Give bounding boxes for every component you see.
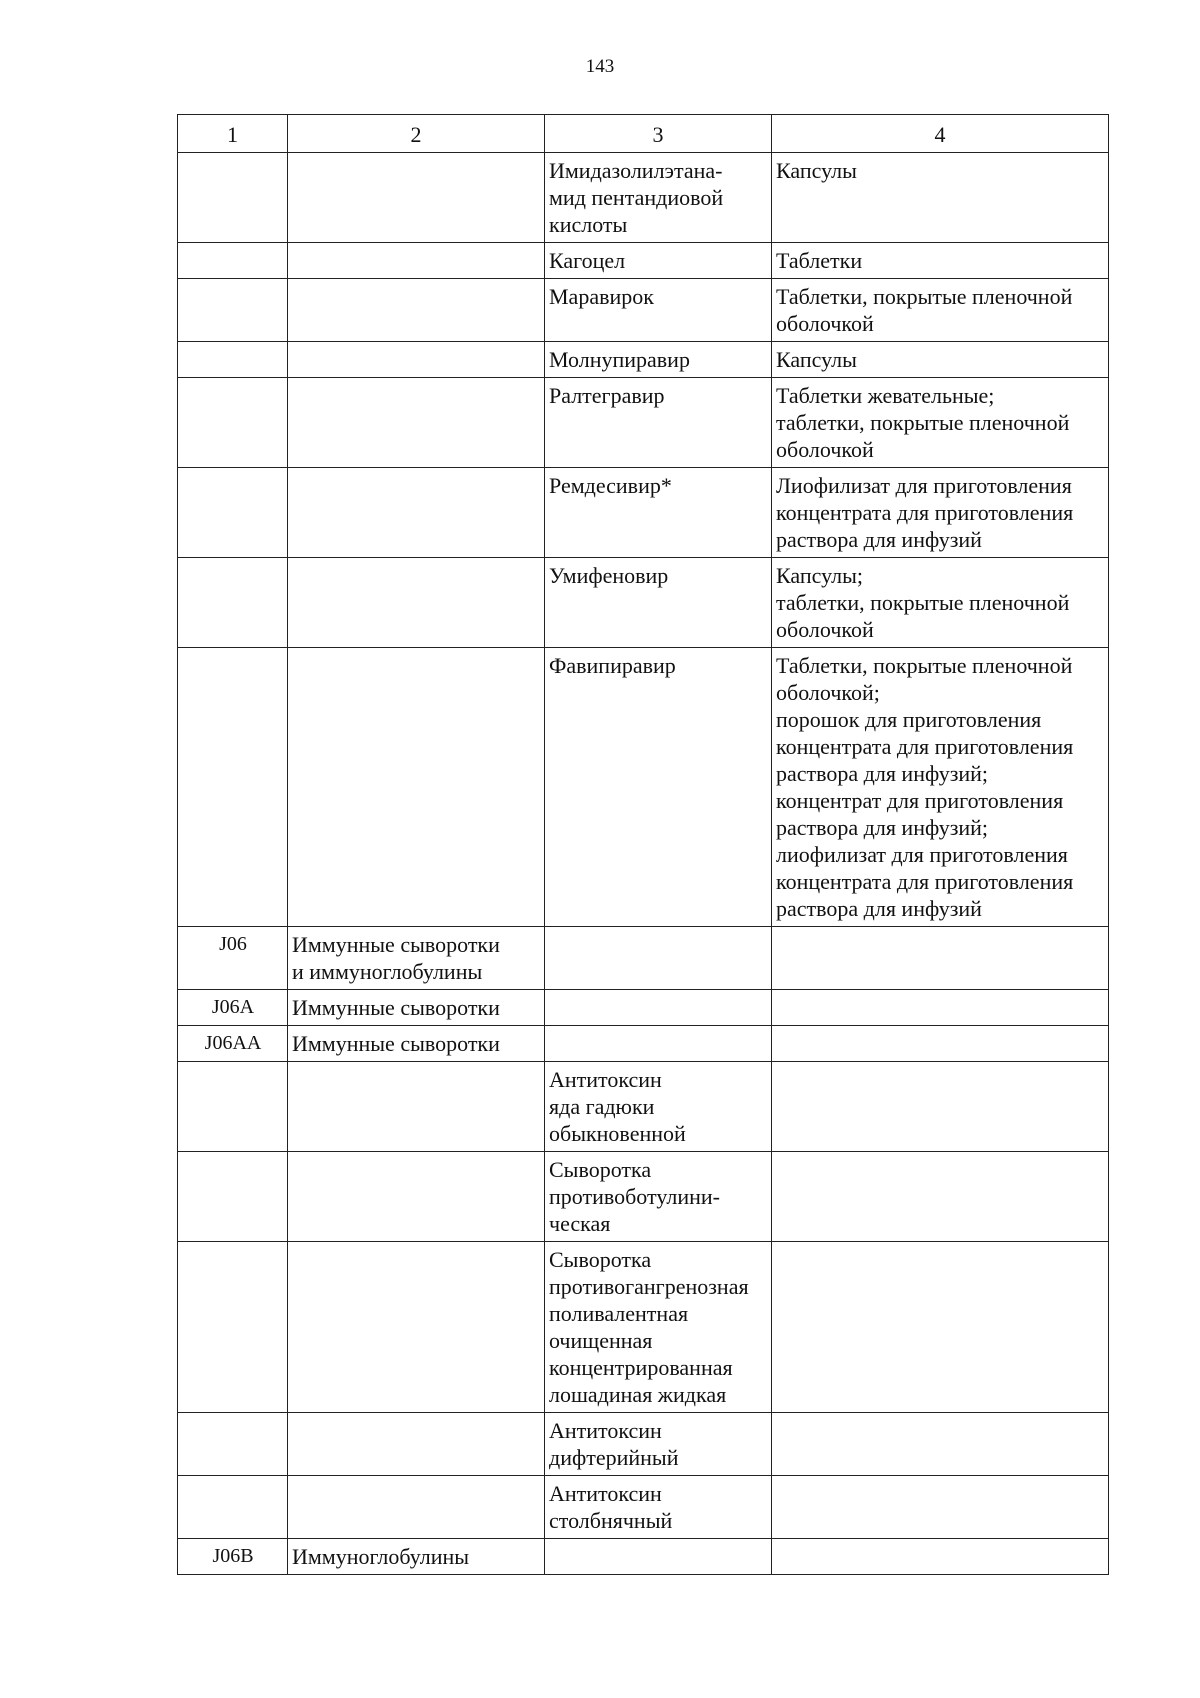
drug-name-line: Умифеновир [549,563,669,588]
dosage-form-line: раствора для инфузий [776,527,982,552]
dosage-form-line: таблетки, покрытые пленочной [776,410,1070,435]
group-name-cell [288,1026,545,1062]
dosage-form-line: Таблетки жевательные; [776,383,995,408]
drug-name-line: обыкновенной [549,1121,686,1146]
group-name-cell [288,927,545,990]
dosage-form-line: оболочкой; [776,680,880,705]
dosage-form-line: раствора для инфузий [776,896,982,921]
dosage-form-line: концентрата для приготовления [776,500,1074,525]
table-row [178,1539,1109,1575]
drug-name-line: столбнячный [549,1508,673,1533]
group-name-cell [288,1413,545,1476]
drug-name-line: концентрированная [549,1355,733,1380]
group-name-cell [288,990,545,1026]
drug-name-line: Имидазолилэтана- [549,158,723,183]
table-row [178,468,1109,558]
table-row [178,243,1109,279]
table-row [178,1413,1109,1476]
dosage-form-cell [772,1062,1109,1152]
drug-name-line: Кагоцел [549,248,626,273]
dosage-form-line: Лиофилизат для приготовления [776,473,1072,498]
group-name-cell [288,153,545,243]
group-name-cell [288,468,545,558]
drug-name-cell [545,990,772,1026]
group-name-line: и иммуноглобулины [292,959,483,984]
table-body [178,153,1109,1575]
drug-name-cell [545,153,772,243]
dosage-form-line: оболочкой [776,617,874,642]
atc-code-cell [178,1062,288,1152]
dosage-form-cell [772,1152,1109,1242]
group-name-cell [288,279,545,342]
header-row [178,115,1109,153]
table-row [178,1026,1109,1062]
dosage-form-cell [772,378,1109,468]
group-name-line: Иммуноглобулины [292,1544,470,1569]
table-row [178,1152,1109,1242]
drug-name-cell [545,927,772,990]
dosage-form-line: концентрата для приготовления [776,869,1074,894]
header-col-3: 3 [545,115,772,153]
dosage-form-cell [772,927,1109,990]
group-name-cell [288,1062,545,1152]
atc-code-cell [178,342,288,378]
drug-name-cell [545,279,772,342]
dosage-form-line: Таблетки, покрытые пленочной [776,653,1073,678]
drug-name-line: Молнупиравир [549,347,690,372]
dosage-form-line: оболочкой [776,311,874,336]
atc-code-cell [178,378,288,468]
dosage-form-cell [772,279,1109,342]
atc-code-cell [178,558,288,648]
drug-name-cell [545,648,772,927]
drug-name-line: Антитоксин [549,1481,662,1506]
dosage-form-cell [772,1026,1109,1062]
dosage-form-cell [772,648,1109,927]
dosage-form-cell [772,243,1109,279]
dosage-form-cell [772,1476,1109,1539]
dosage-form-cell [772,1539,1109,1575]
group-name-cell [288,1152,545,1242]
table-row [178,558,1109,648]
drug-name-line: Ремдесивир* [549,473,672,498]
group-name-cell [288,1539,545,1575]
drug-name-cell [545,468,772,558]
dosage-form-line: Капсулы [776,347,857,372]
table-row [178,927,1109,990]
atc-code-cell: J06A [178,990,288,1026]
atc-code-cell [178,153,288,243]
group-name-cell [288,378,545,468]
dosage-form-line: Таблетки [776,248,863,273]
drug-name-cell [545,1026,772,1062]
drug-name-line: кислоты [549,212,628,237]
dosage-form-cell [772,1413,1109,1476]
header-col-4: 4 [772,115,1109,153]
dosage-form-line: Таблетки, покрытые пленочной [776,284,1073,309]
drug-name-line: противогангренозная [549,1274,749,1299]
group-name-cell [288,1476,545,1539]
drug-name-line: поливалентная [549,1301,689,1326]
group-name-cell [288,342,545,378]
header-col-2: 2 [288,115,545,153]
drug-name-cell [545,1539,772,1575]
drug-name-cell [545,1152,772,1242]
table-row [178,279,1109,342]
table-row [178,378,1109,468]
dosage-form-cell [772,468,1109,558]
atc-code-cell: J06 [178,927,288,990]
dosage-form-line: концентрата для приготовления [776,734,1074,759]
dosage-form-line: Капсулы; [776,563,864,588]
drug-name-cell [545,1413,772,1476]
dosage-form-cell [772,558,1109,648]
drug-name-cell [545,378,772,468]
drug-name-line: мид пентандиовой [549,185,724,210]
dosage-form-line: оболочкой [776,437,874,462]
atc-code-cell [178,279,288,342]
dosage-form-line: таблетки, покрытые пленочной [776,590,1070,615]
drug-name-line: Антитоксин [549,1067,662,1092]
header-col-1: 1 [178,115,288,153]
dosage-form-line: Капсулы [776,158,857,183]
group-name-cell [288,648,545,927]
drug-name-line: яда гадюки [549,1094,655,1119]
drug-name-line: лошадиная жидкая [549,1382,727,1407]
drug-name-line: Сыворотка [549,1247,652,1272]
table-row [178,153,1109,243]
atc-code-cell [178,243,288,279]
table-row [178,648,1109,927]
drug-name-cell [545,342,772,378]
table-row [178,342,1109,378]
drug-name-line: Антитоксин [549,1418,662,1443]
drug-name-line: очищенная [549,1328,653,1353]
table-header [178,115,1109,153]
atc-code-cell: J06B [178,1539,288,1575]
group-name-line: Иммунные сыворотки [292,932,500,957]
dosage-form-cell [772,153,1109,243]
drug-name-line: Фавипиравир [549,653,676,678]
atc-code-cell: J06AA [178,1026,288,1062]
drug-name-line: Сыворотка [549,1157,652,1182]
drug-name-cell [545,1476,772,1539]
dosage-form-line: порошок для приготовления [776,707,1042,732]
table-row [178,1242,1109,1413]
drug-name-cell [545,243,772,279]
drug-name-cell [545,558,772,648]
group-name-cell [288,1242,545,1413]
group-name-cell [288,243,545,279]
dosage-form-line: раствора для инфузий; [776,815,989,840]
atc-code-cell [178,1242,288,1413]
dosage-form-line: раствора для инфузий; [776,761,989,786]
table-row [178,1476,1109,1539]
drug-name-line: дифтерийный [549,1445,679,1470]
drug-name-cell [545,1242,772,1413]
drug-name-line: ческая [549,1211,611,1236]
dosage-form-cell [772,990,1109,1026]
group-name-cell [288,558,545,648]
drug-name-cell [545,1062,772,1152]
drug-name-line: Ралтегравир [549,383,665,408]
dosage-form-cell [772,1242,1109,1413]
dosage-form-line: лиофилизат для приготовления [776,842,1068,867]
atc-code-cell [178,648,288,927]
atc-code-cell [178,1476,288,1539]
dosage-form-line: концентрат для приготовления [776,788,1064,813]
table-row [178,990,1109,1026]
drug-name-line: Маравирок [549,284,654,309]
atc-code-cell [178,468,288,558]
drug-table [177,114,1109,1575]
atc-code-cell [178,1152,288,1242]
table-row [178,1062,1109,1152]
dosage-form-cell [772,342,1109,378]
group-name-line: Иммунные сыворотки [292,1031,500,1056]
drug-name-line: противоботулини- [549,1184,720,1209]
group-name-line: Иммунные сыворотки [292,995,500,1020]
atc-code-cell [178,1413,288,1476]
page-number: 143 [585,56,615,77]
